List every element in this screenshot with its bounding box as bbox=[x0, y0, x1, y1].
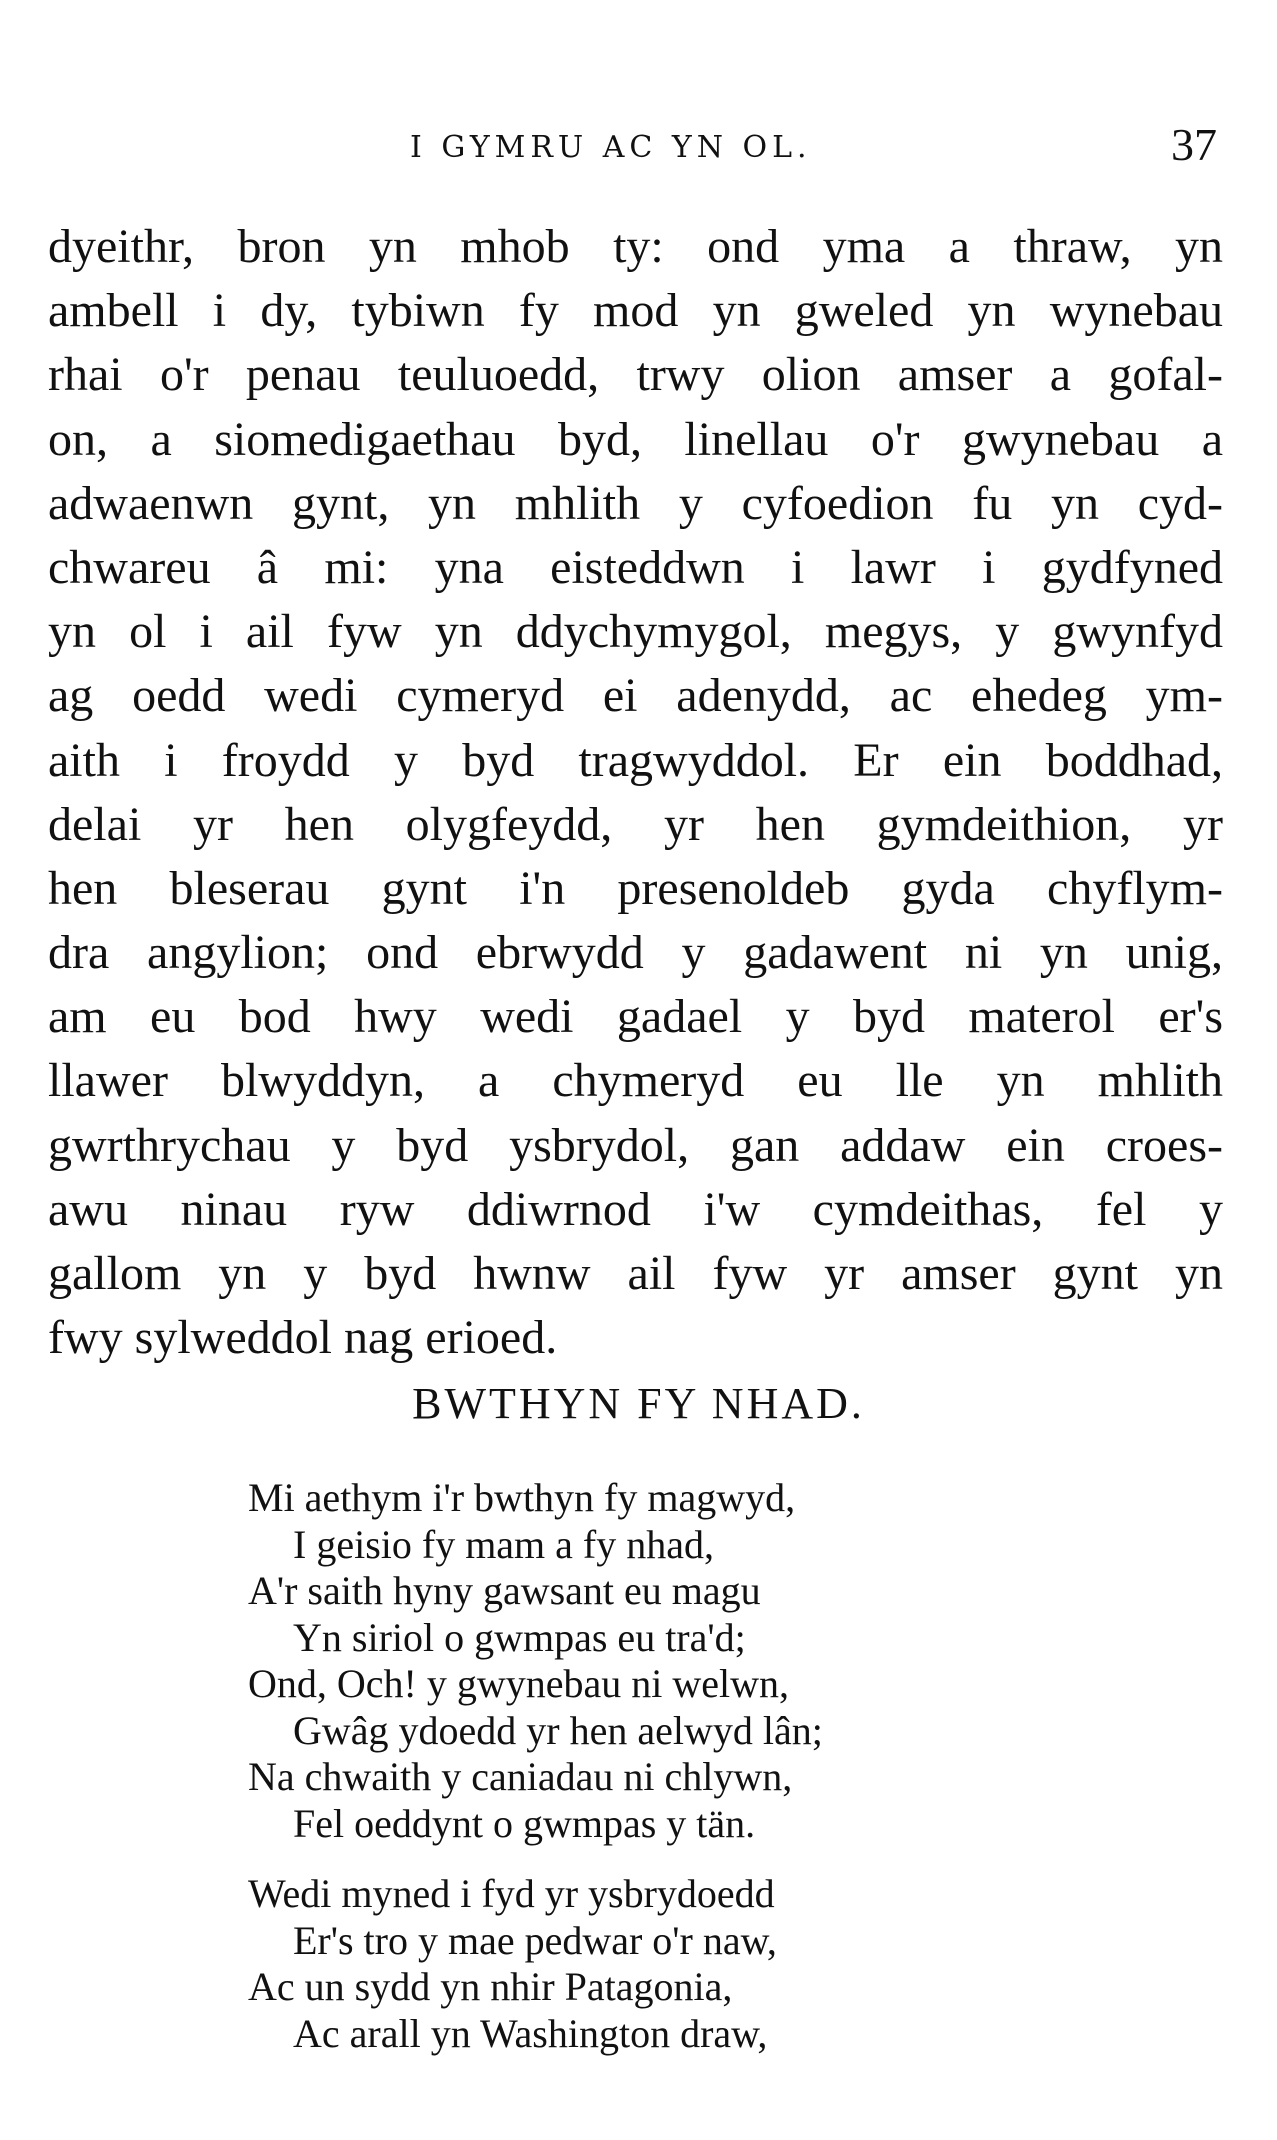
stanza bbox=[248, 1475, 823, 1847]
verse-line: Ac un sydd yn nhir Patagonia, bbox=[248, 1964, 733, 2009]
prose-line: aith i froydd y byd tragwyddol. Er ein boddhad, bbox=[48, 733, 1223, 787]
prose-line: dra angylion; ond ebrwydd y gadawent ni yn unig, bbox=[48, 926, 1223, 980]
prose-paragraph bbox=[48, 215, 1223, 1370]
prose-line: hen bleserau gynt i'n presenoldeb gyda chyflym- bbox=[48, 861, 1223, 915]
verse-line: I geisio fy mam a fy nhad, bbox=[293, 1521, 714, 1567]
running-head bbox=[0, 118, 1277, 178]
verse-line: Ac arall yn Washington draw, bbox=[293, 2010, 768, 2056]
prose-line: fwy sylweddol nag erioed. bbox=[48, 1311, 558, 1365]
prose-line: ag oedd wedi cymeryd ei adenydd, ac ehedeg ym- bbox=[48, 669, 1223, 723]
verse-line: Yn siriol o gwmpas eu tra'd; bbox=[293, 1614, 746, 1660]
verse-line: Er's tro y mae pedwar o'r naw, bbox=[293, 1917, 777, 1963]
prose-line: delai yr hen olygfeydd, yr hen gymdeithion, yr bbox=[48, 797, 1223, 851]
prose-line: llawer blwyddyn, a chymeryd eu lle yn mhlith bbox=[48, 1054, 1223, 1108]
prose-line: am eu bod hwy wedi gadael y byd materol er's bbox=[48, 990, 1223, 1044]
prose-line: yn ol i ail fyw yn ddychymygol, megys, y gwynfyd bbox=[48, 605, 1223, 659]
verse-line: Na chwaith y caniadau ni chlywn, bbox=[248, 1754, 793, 1799]
prose-line: dyeithr, bron yn mhob ty: ond yma a thraw, yn bbox=[48, 220, 1223, 273]
running-title: I GYMRU AC YN OL. bbox=[410, 130, 812, 165]
poem-title: BWTHYN FY NHAD. bbox=[412, 1379, 865, 1428]
prose-line: adwaenwn gynt, yn mhlith y cyfoedion fu yn cyd- bbox=[48, 476, 1223, 530]
prose-line: ambell i dy, tybiwn fy mod yn gweled yn wynebau bbox=[48, 284, 1223, 338]
prose-line: gallom yn y byd hwnw ail fyw yr amser gynt yn bbox=[48, 1247, 1223, 1300]
verse-line: Ond, Och! y gwynebau ni welwn, bbox=[248, 1661, 789, 1706]
verse-line: Mi aethym i'r bwthyn fy magwyd, bbox=[248, 1475, 796, 1520]
prose-line: awu ninau ryw ddiwrnod i'w cymdeithas, fel y bbox=[48, 1182, 1223, 1236]
poem bbox=[248, 1475, 823, 2081]
verse-line: A'r saith hyny gawsant eu magu bbox=[248, 1568, 761, 1613]
verse-line: Fel oeddynt o gwmpas y tän. bbox=[293, 1800, 756, 1846]
prose-line: on, a siomedigaethau byd, linellau o'r gwynebau a bbox=[48, 412, 1223, 466]
stanza bbox=[248, 1871, 823, 2057]
verse-line: Wedi myned i fyd yr ysbrydoedd bbox=[248, 1871, 775, 1916]
prose-line: gwrthrychau y byd ysbrydol, gan addaw ein croes- bbox=[48, 1118, 1223, 1172]
prose-line: rhai o'r penau teuluoedd, trwy olion amser a gofal- bbox=[48, 348, 1223, 402]
verse-line: Gwâg ydoedd yr hen aelwyd lân; bbox=[293, 1707, 823, 1753]
page-number: 37 bbox=[1171, 119, 1217, 170]
prose-line: chwareu â mi: yna eisteddwn i lawr i gydfyned bbox=[48, 540, 1223, 594]
